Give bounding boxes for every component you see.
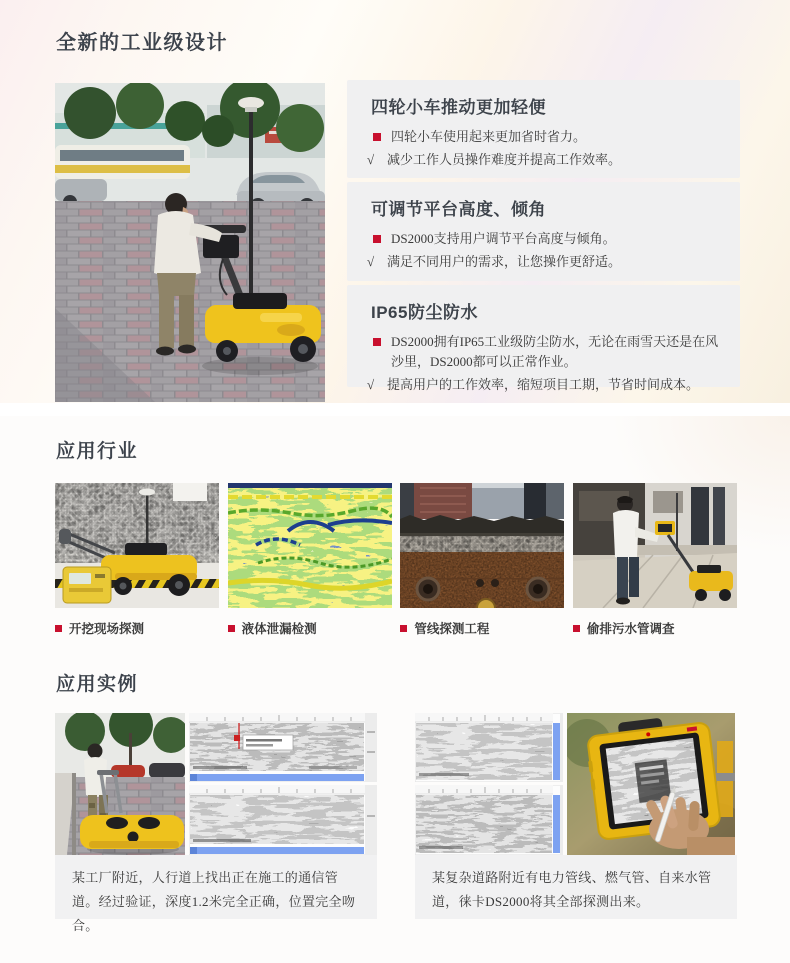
red-square-bullet-icon: [373, 235, 381, 243]
check-mark-icon: √: [367, 254, 375, 270]
industries-heading: 应用行业: [56, 441, 139, 462]
check-mark-icon: √: [367, 377, 375, 393]
feature-list: [347, 80, 740, 393]
industry-item-pipeline: [400, 483, 564, 637]
feature-check-text: 满足不同用户的需求，让您操作更舒适。: [387, 254, 622, 270]
feature-bullet-text: DS2000支持用户调节平台高度与倾角。: [391, 231, 616, 246]
example-caption: [415, 855, 737, 919]
industry-item-sewage: [573, 483, 737, 637]
example-caption: [55, 855, 377, 934]
industries-row: [55, 483, 737, 637]
excavation-site-photo: [55, 483, 219, 608]
feature-card-ip65: [347, 285, 740, 393]
feature-card-platform: [347, 182, 740, 281]
street-survey-photo: [55, 713, 185, 855]
example-caption-text: 某工厂附近，人行道上找出正在施工的通信管道。经过验证，深度1.2米完全正确，位置完全吻合。: [72, 870, 356, 934]
example-case-factory: [55, 713, 377, 934]
rugged-tablet-closeup-photo: [567, 713, 735, 855]
hero-photo-illustration: [55, 83, 325, 402]
examples-heading: 应用实例: [56, 674, 139, 695]
industry-caption-text: 开挖现场探测: [69, 622, 145, 636]
red-square-bullet-icon: [373, 338, 381, 346]
example-caption-text: 某复杂道路附近有电力管线、燃气管、自来水管道，徕卡DS2000将其全部探测出来。: [432, 870, 712, 910]
feature-check-text: 减少工作人员操作难度并提高工作效率。: [387, 152, 622, 168]
industry-item-excavation: [55, 483, 219, 637]
industry-item-leak: [228, 483, 392, 637]
leak-radargram-image: [228, 483, 392, 608]
radargram-screenshot-top: [189, 713, 377, 782]
radargram-screenshot-bottom: [415, 785, 563, 855]
red-square-bullet-icon: [228, 625, 235, 632]
example-images: [415, 713, 737, 855]
industry-caption-text: 管线探测工程: [414, 622, 490, 636]
feature-title: 四轮小车推动更加轻便: [371, 98, 546, 117]
red-square-bullet-icon: [400, 625, 407, 632]
check-mark-icon: √: [367, 152, 375, 168]
industry-caption-text: 偷排污水管调查: [586, 622, 675, 636]
industry-caption: [55, 619, 219, 637]
feature-check-line: [367, 375, 726, 395]
bus: [55, 145, 190, 179]
example-case-road: [415, 713, 737, 919]
feature-card-cart: [347, 80, 740, 178]
feature-bullet-line: [371, 229, 726, 249]
feature-bullet-text: DS2000拥有IP65工业级防尘防水，无论在雨雪天还是在风沙里，DS2000都可以正常作业。: [391, 334, 719, 370]
radargram-screenshot-top: [415, 713, 563, 782]
red-square-bullet-icon: [373, 133, 381, 141]
industry-caption: [228, 619, 392, 637]
feature-title: IP65防尘防水: [371, 303, 478, 322]
feature-bullet-line: [371, 127, 726, 147]
road-cross-section-photo: [400, 483, 564, 608]
page-title: 全新的工业级设计: [56, 32, 228, 54]
feature-bullet-text: 四轮小车使用起来更加省时省力。: [391, 129, 587, 144]
hero-photo: [55, 83, 325, 402]
red-square-bullet-icon: [55, 625, 62, 632]
section-divider: [0, 403, 790, 416]
industry-caption-text: 液体泄漏检测: [241, 622, 317, 636]
red-square-bullet-icon: [573, 625, 580, 632]
feature-bullet-line: [371, 332, 726, 372]
radargram-stack: [189, 713, 377, 855]
feature-check-line: [367, 150, 726, 170]
feature-check-text: 提高用户的工作效率，缩短项目工期，节省时间成本。: [387, 377, 700, 393]
industry-caption: [573, 619, 737, 637]
radargram-screenshot-bottom: [189, 785, 377, 855]
control-unit: [63, 567, 111, 603]
examples-row: [55, 713, 737, 934]
operator-near-building-photo: [573, 483, 737, 608]
example-images: [55, 713, 377, 855]
feature-title: 可调节平台高度、倾角: [371, 200, 546, 219]
radargram-stack: [415, 713, 563, 855]
industry-caption: [400, 619, 564, 637]
feature-check-line: [367, 252, 726, 272]
